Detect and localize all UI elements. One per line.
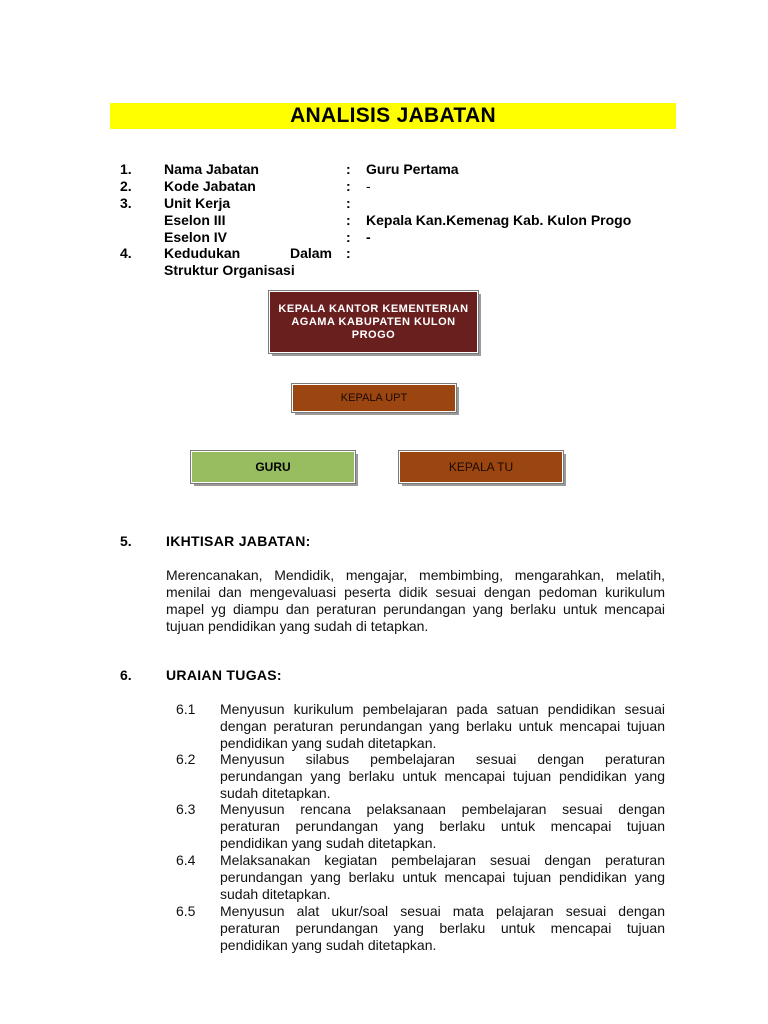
section-paragraph: Merencanakan, Mendidik, mengajar, membimbing, mengarahkan, melatih, menilai dan mengevaluasi peserta didik sesuai dengan pedoman kurikulum mapel yg diampu dan peraturan perundangan yang berlaku untuk mencapai tujuan pendidikan yang sudah di tetapkan. bbox=[166, 567, 665, 634]
org-box-kepala-kantor: KEPALA KANTOR KEMENTERIAN AGAMA KABUPATEN KULON PROGO bbox=[269, 291, 478, 353]
field-value: - bbox=[366, 178, 371, 194]
section-title: URAIAN TUGAS: bbox=[166, 667, 282, 683]
field-colon: : bbox=[346, 245, 351, 261]
field-label: Eselon III bbox=[164, 212, 226, 228]
field-value: Guru Pertama bbox=[366, 161, 459, 177]
field-colon: : bbox=[346, 195, 351, 211]
task-number: 6.1 bbox=[176, 701, 196, 717]
field-label-part: Kedudukan bbox=[164, 245, 241, 261]
task-number: 6.2 bbox=[176, 751, 196, 767]
org-box-guru: GURU bbox=[191, 451, 355, 483]
field-colon: : bbox=[346, 161, 351, 177]
field-colon: : bbox=[346, 212, 351, 228]
field-number: 4. bbox=[120, 245, 132, 261]
field-label-part: Dalam bbox=[289, 245, 332, 261]
field-label: Struktur Organisasi bbox=[164, 262, 295, 278]
task-text: Menyusun rencana pelaksanaan pembelajaran sesuai dengan peraturan perundangan yang berlaku untuk mencapai tujuan pendidikan yang sudah ditetapkan. bbox=[220, 801, 665, 851]
field-label: Nama Jabatan bbox=[164, 161, 259, 177]
field-number: 3. bbox=[120, 195, 132, 211]
task-text: Menyusun alat ukur/soal sesuai mata pelajaran sesuai dengan peraturan perundangan yang berlaku untuk mencapai tujuan pendidikan yang sudah ditetapkan. bbox=[220, 903, 665, 953]
org-box-kepala-tu: KEPALA TU bbox=[399, 451, 563, 483]
task-text: Menyusun silabus pembelajaran sesuai dengan peraturan perundangan yang berlaku untuk mencapai tujuan pendidikan yang sudah ditetapkan. bbox=[220, 751, 665, 801]
page-title: ANALISIS JABATAN bbox=[110, 103, 676, 129]
section-number: 5. bbox=[120, 533, 132, 549]
field-number: 2. bbox=[120, 178, 132, 194]
field-colon: : bbox=[346, 178, 351, 194]
field-number: 1. bbox=[120, 161, 132, 177]
task-number: 6.4 bbox=[176, 852, 196, 868]
field-label: Unit Kerja bbox=[164, 195, 231, 211]
task-text: Menyusun kurikulum pembelajaran pada satuan pendidikan sesuai dengan peraturan perundangan yang berlaku untuk mencapai tujuan pendidikan yang sudah ditetapkan. bbox=[220, 701, 665, 751]
section-title: IKHTISAR JABATAN: bbox=[166, 533, 311, 549]
field-label: Eselon IV bbox=[164, 229, 228, 245]
section-number: 6. bbox=[120, 667, 132, 683]
task-number: 6.5 bbox=[176, 903, 196, 919]
field-label: Kode Jabatan bbox=[164, 178, 256, 194]
field-label bbox=[164, 245, 332, 262]
field-value: Kepala Kan.Kemenag Kab. Kulon Progo bbox=[366, 212, 632, 228]
task-text: Melaksanakan kegiatan pembelajaran sesuai dengan peraturan perundangan yang berlaku untuk mencapai tujuan pendidikan yang sudah ditetapkan. bbox=[220, 852, 665, 902]
org-box-kepala-upt: KEPALA UPT bbox=[292, 384, 456, 412]
field-value: - bbox=[366, 229, 371, 245]
task-number: 6.3 bbox=[176, 801, 196, 817]
field-colon: : bbox=[346, 229, 351, 245]
